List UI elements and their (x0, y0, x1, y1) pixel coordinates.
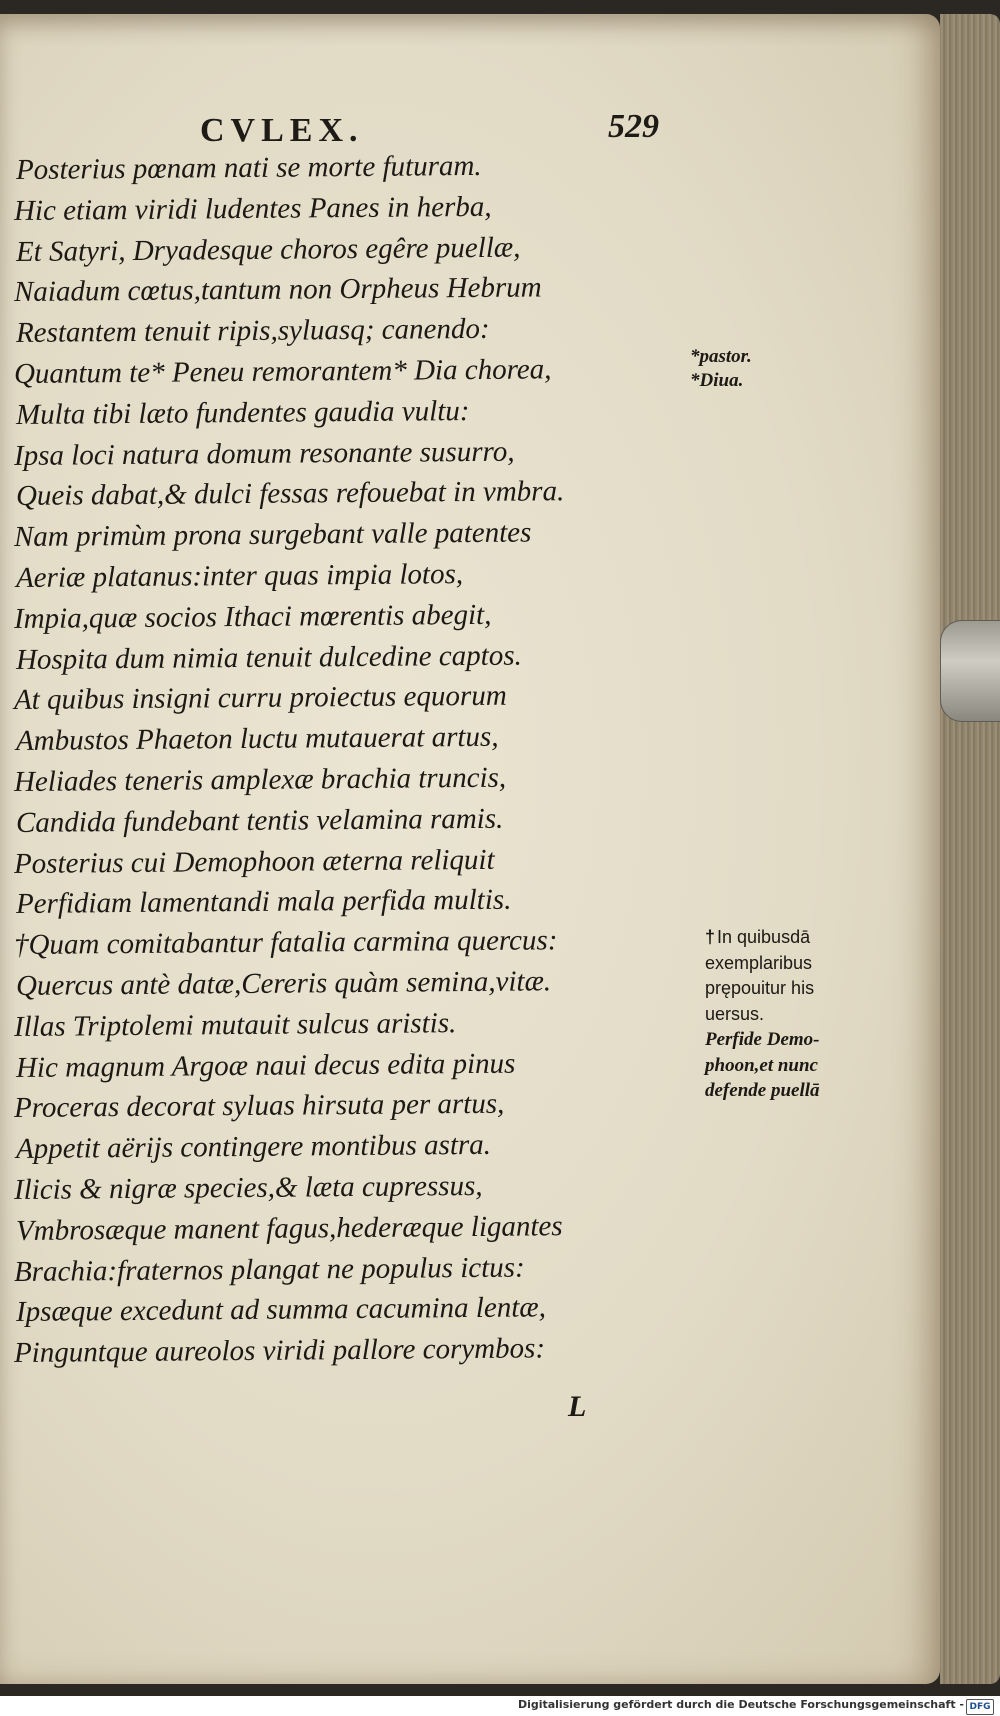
note-quoted-line: phoon,et nunc (705, 1054, 818, 1076)
verse-line: Hospita dum nimia tenuit dulcedine captos. (15, 639, 522, 676)
verse-line: Restantem tenuit ripis,syluasq; canendo: (15, 313, 490, 350)
verse-line: Nam primùm prona surgebant valle patentes (13, 516, 532, 554)
gloss-pastor: *pastor. (690, 346, 752, 367)
verse-line: Hic magnum Argoæ naui decus edita pinus (15, 1047, 516, 1084)
verse-line: Proceras decorat syluas hirsuta per artus, (13, 1088, 505, 1125)
verse-line: Ipsa loci natura domum resonante susurro, (13, 435, 515, 472)
verse-line: Queis dabat,& dulci fessas refouebat in vmbra. (15, 475, 565, 513)
gloss-diua: *Diua. (690, 370, 744, 391)
verse-line: Ipsæque excedunt ad summa cacumina lentæ, (15, 1291, 547, 1329)
page-number: 529 (608, 108, 659, 145)
note-line: uersus. (705, 1003, 765, 1024)
catchword: L (568, 1390, 587, 1423)
verse-line: Ilicis & nigræ species,& læta cupressus, (13, 1169, 483, 1206)
verse-line: Appetit aërijs contingere montibus astra. (15, 1128, 492, 1166)
verse-line: Heliades teneris amplexæ brachia truncis, (13, 761, 507, 798)
verse-line: Quantum te* Peneu remorantem* Dia chorea, (13, 353, 552, 390)
verse-line: Pinguntque aureolos viridi pallore corymbos: (13, 1332, 546, 1370)
note-line: prępouitur his (705, 978, 815, 998)
verse-line: Vmbrosæque manent fagus,hederæque ligantes (15, 1209, 563, 1247)
dagger-icon: † (705, 927, 716, 947)
verse-line: At quibus insigni curru proiectus equorum (13, 680, 507, 717)
verse-line: Brachia:fraternos plangat ne populus ictus: (13, 1251, 525, 1288)
verse-line: Posterius cui Demophoon æterna reliquit (13, 843, 495, 880)
book-fore-edge (940, 14, 1000, 1684)
note-line (705, 925, 905, 951)
running-title: CVLEX. (200, 112, 364, 149)
note-text: In quibusdā (717, 927, 811, 947)
verse-line: Quercus antè datæ,Cereris quàm semina,vitæ. (15, 965, 552, 1002)
marginal-note (705, 925, 905, 1104)
verse-line: Illas Triptolemi mutauit sulcus aristis. (13, 1006, 457, 1043)
verse-line: Posterius pœnam nati se morte futuram. (15, 149, 482, 186)
note-line: exemplaribus (705, 952, 813, 973)
verse-line: †Quam comitabantur fatalia carmina quercus: (13, 924, 558, 962)
verse-line: Multa tibi læto fundentes gaudia vultu: (15, 394, 470, 431)
dfg-logo-icon: DFG (966, 1699, 994, 1715)
book-clasp (940, 620, 1000, 722)
marginal-glosses (690, 345, 810, 393)
funding-credit: Digitalisierung gefördert durch die Deutsche Forschungsgemeinschaft - (517, 1698, 964, 1711)
verse-line: Naiadum cœtus,tantum non Orpheus Hebrum (13, 271, 542, 309)
note-quoted-line: Perfide Demo- (705, 1029, 820, 1050)
note-quoted-line: defende puellā (705, 1080, 820, 1101)
verse-line: Ambustos Phaeton luctu mutauerat artus, (15, 720, 499, 758)
digitization-footer (0, 1696, 1000, 1716)
verse-line: Et Satyri, Dryadesque choros egêre puellæ, (15, 231, 521, 268)
verse-line: Impia,quæ socios Ithaci mœrentis abegit, (13, 598, 492, 635)
verse-line: Hic etiam viridi ludentes Panes in herba, (13, 190, 492, 227)
verse-text (14, 150, 654, 1374)
verse-line: Aeriæ platanus:inter quas impia lotos, (15, 558, 464, 594)
verse-line: Candida fundebant tentis velamina ramis. (15, 802, 504, 839)
verse-line: Perfidiam lamentandi mala perfida multis. (15, 884, 512, 921)
